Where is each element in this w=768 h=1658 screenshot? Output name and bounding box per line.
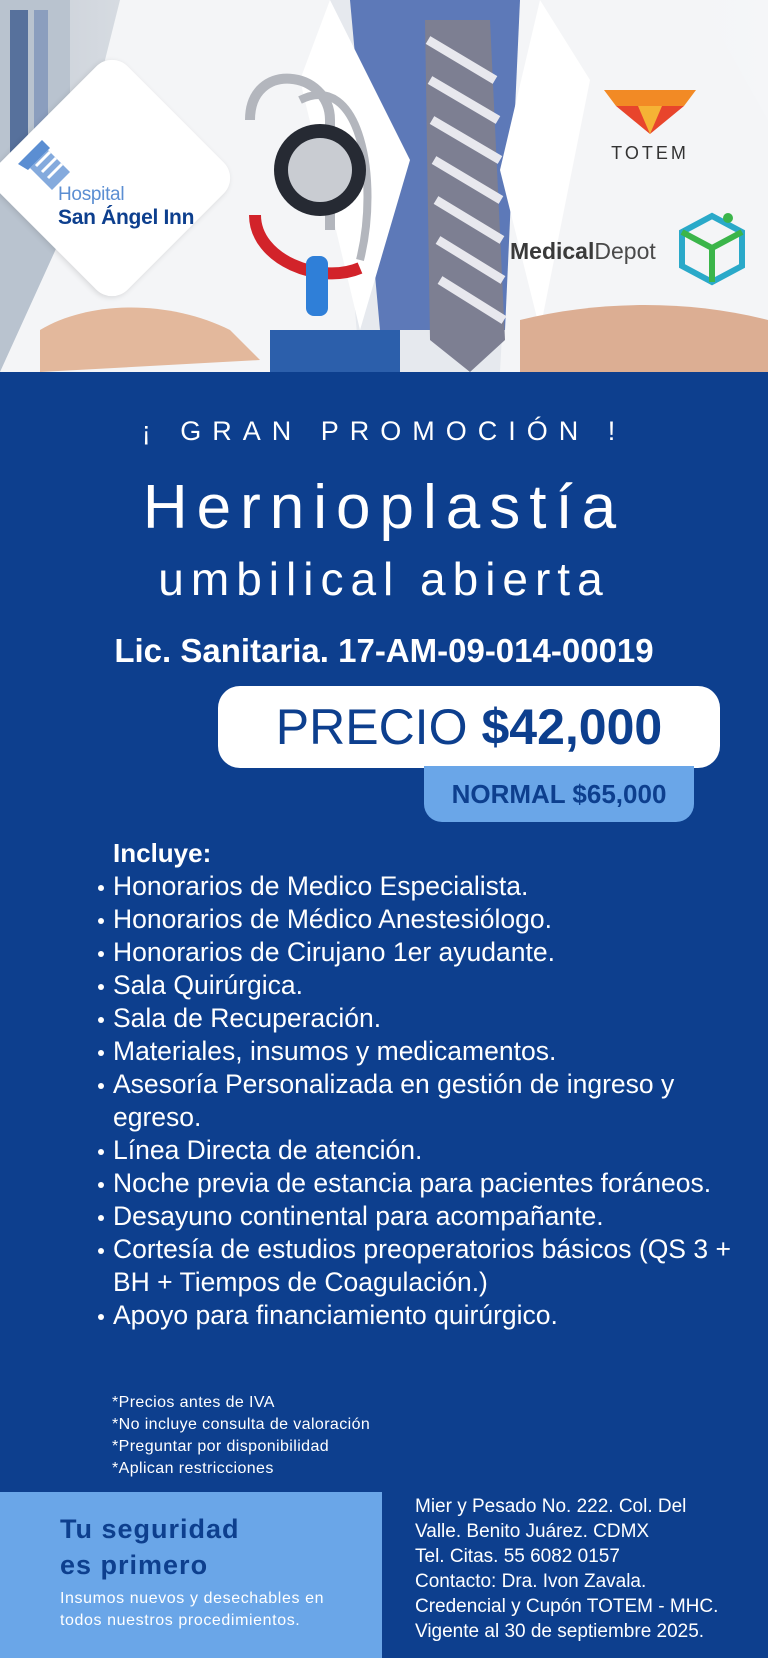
list-item: Honorarios de Medico Especialista. [96,870,736,903]
hospital-wing-logo-icon [14,134,78,190]
note-item: *Precios antes de IVA [112,1394,275,1411]
price-value: $42,000 [481,699,663,755]
includes-title: Incluye: [113,838,212,868]
totem-logo [602,88,698,164]
slogan-detail: Insumos nuevos y desechables en todos nuestros procedimientos. [60,1590,325,1629]
slogan-line2: es primero [60,1550,209,1580]
includes-list [96,870,736,1332]
price-label: PRECIO [275,699,468,755]
hospital-name-line2: San Ángel Inn [58,206,195,229]
list-item: Honorarios de Cirujano 1er ayudante. [96,936,736,969]
contact-person: Contacto: Dra. Ivon Zavala. [415,1571,647,1592]
medical-depot-regular: Depot [594,238,656,264]
address-line1: Mier y Pesado No. 222. Col. Del [415,1496,687,1517]
list-item: Honorarios de Médico Anestesiólogo. [96,903,736,936]
totem-wordmark: TOTEM [611,143,689,163]
list-item: Apoyo para financiamiento quirúrgico. [96,1299,736,1332]
procedure-subtitle: umbilical abierta [158,553,610,605]
promo-label: ¡ GRAN PROMOCIÓN ! [141,416,627,446]
safety-slogan-panel [0,1492,382,1658]
totem-logo-icon [602,88,698,136]
hero-photo [0,0,768,372]
note-item: *Preguntar por disponibilidad [112,1438,330,1455]
list-item: Noche previa de estancia para pacientes foráneos. [96,1167,736,1200]
medical-depot-logo [510,210,750,290]
hospital-badge [4,54,236,320]
contact-info [415,1494,755,1644]
medical-depot-wordmark [510,238,656,265]
medical-depot-cube-icon [676,210,748,286]
list-item: Asesoría Personalizada en gestión de ingreso y egreso. [96,1068,736,1134]
address-line2: Valle. Benito Juárez. CDMX [415,1521,650,1542]
procedure-title: Hernioplastía [142,473,626,542]
list-item: Sala de Recuperación. [96,1002,736,1035]
price-badge [218,686,720,768]
note-item: *Aplican restricciones [112,1460,274,1477]
sanitary-license: Lic. Sanitaria. 17-AM-09-014-00019 [114,632,654,669]
slogan-line1: Tu seguridad [60,1514,240,1544]
list-item: Línea Directa de atención. [96,1134,736,1167]
list-item: Cortesía de estudios preoperatorios básicos (QS 3 + BH + Tiempos de Coagulación.) [96,1233,736,1299]
validity-line: Vigente al 30 de septiembre 2025. [415,1621,705,1642]
list-item: Sala Quirúrgica. [96,969,736,1002]
medical-depot-bold: Medical [510,238,595,264]
list-item: Materiales, insumos y medicamentos. [96,1035,736,1068]
fine-print-notes [112,1392,370,1480]
phone-line: Tel. Citas. 55 6082 0157 [415,1546,620,1567]
list-item: Desayuno continental para acompañante. [96,1200,736,1233]
note-item: *No incluye consulta de valoración [112,1416,371,1433]
coupon-line: Credencial y Cupón TOTEM - MHC. [415,1596,719,1617]
hospital-name-line1: Hospital [58,184,125,205]
normal-price-badge: NORMAL $65,000 [424,766,694,822]
